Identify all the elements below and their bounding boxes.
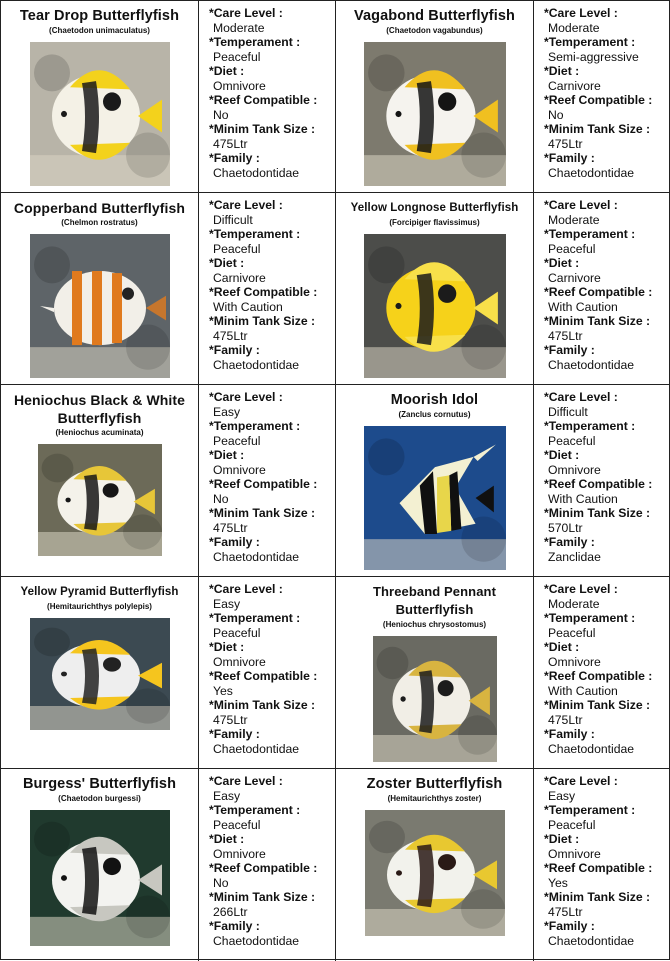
value-reef: With Caution (548, 491, 618, 506)
label-tank: *Minim Tank Size : (544, 314, 651, 328)
label-tank: *Minim Tank Size : (209, 314, 316, 328)
label-diet: *Diet : (544, 448, 580, 462)
fish-common-name: Tear Drop Butterflyfish (19, 8, 180, 24)
fish-common-name: Yellow Pyramid Butterflyfish (20, 586, 179, 598)
label-family: *Family : (209, 343, 260, 357)
fish-common-name: Yellow Longnose Butterflyfish (350, 202, 519, 214)
value-family: Chaetodontidae (213, 357, 300, 372)
label-care: *Care Level : (209, 6, 283, 20)
value-family: Chaetodontidae (213, 165, 300, 180)
value-temperament: Peaceful (213, 49, 261, 64)
fish-photo-cell (336, 193, 534, 385)
label-reef: *Reef Compatible : (544, 861, 653, 875)
fish-common-name: Copperband Butterflyfish (13, 200, 186, 216)
label-diet: *Diet : (209, 64, 245, 78)
value-family: Chaetodontidae (213, 933, 300, 948)
label-family: *Family : (544, 919, 595, 933)
label-temperament: *Temperament : (544, 227, 636, 241)
label-family: *Family : (544, 151, 595, 165)
label-care: *Care Level : (544, 390, 618, 404)
label-temperament: *Temperament : (209, 35, 301, 49)
fish-care-info (199, 193, 336, 385)
label-temperament: *Temperament : (544, 419, 636, 433)
value-diet: Omnivore (213, 78, 266, 93)
value-temperament: Peaceful (548, 817, 596, 832)
fish-care-info (199, 769, 336, 961)
label-temperament: *Temperament : (544, 803, 636, 817)
value-reef: No (213, 491, 229, 506)
label-care: *Care Level : (209, 774, 283, 788)
label-care: *Care Level : (544, 198, 618, 212)
value-diet: Carnivore (548, 270, 601, 285)
fish-photo (30, 810, 170, 946)
fish-care-info (534, 577, 670, 769)
value-family: Chaetodontidae (548, 741, 635, 756)
value-tank: 266Ltr (213, 904, 248, 919)
label-care: *Care Level : (544, 6, 618, 20)
fish-common-name: Moorish Idol (390, 392, 479, 408)
fish-photo (30, 42, 170, 186)
fish-photo (365, 810, 505, 936)
label-temperament: *Temperament : (209, 419, 301, 433)
label-diet: *Diet : (209, 640, 245, 654)
label-reef: *Reef Compatible : (544, 477, 653, 491)
value-temperament: Peaceful (213, 241, 261, 256)
value-temperament: Peaceful (548, 241, 596, 256)
fish-care-info (199, 385, 336, 577)
value-care: Easy (213, 788, 241, 803)
value-diet: Omnivore (213, 462, 266, 477)
label-family: *Family : (209, 535, 260, 549)
fish-scientific-name: (Chaetodon unimaculatus) (49, 26, 150, 35)
fish-photo-cell (1, 769, 199, 961)
value-tank: 475Ltr (548, 712, 583, 727)
label-diet: *Diet : (544, 256, 580, 270)
fish-photo (364, 426, 506, 570)
value-diet: Carnivore (548, 78, 601, 93)
fish-photo (364, 234, 506, 378)
label-reef: *Reef Compatible : (209, 477, 318, 491)
fish-common-name: Heniochus Black & White Butterflyfish (13, 392, 186, 426)
label-diet: *Diet : (544, 832, 580, 846)
value-family: Chaetodontidae (213, 549, 300, 564)
label-tank: *Minim Tank Size : (209, 698, 316, 712)
fish-photo-cell (336, 769, 534, 961)
label-care: *Care Level : (209, 390, 283, 404)
value-diet: Omnivore (548, 654, 601, 669)
label-diet: *Diet : (209, 832, 245, 846)
value-reef: With Caution (213, 299, 283, 314)
label-reef: *Reef Compatible : (209, 669, 318, 683)
label-care: *Care Level : (209, 198, 283, 212)
value-tank: 475Ltr (548, 904, 583, 919)
label-care: *Care Level : (209, 582, 283, 596)
label-tank: *Minim Tank Size : (544, 122, 651, 136)
value-care: Moderate (548, 596, 600, 611)
value-tank: 475Ltr (213, 136, 248, 151)
value-care: Difficult (213, 212, 253, 227)
value-diet: Omnivore (213, 654, 266, 669)
fish-photo (373, 636, 497, 762)
label-family: *Family : (544, 343, 595, 357)
value-care: Moderate (213, 20, 265, 35)
value-diet: Omnivore (548, 462, 601, 477)
fish-scientific-name: (Heniochus chrysostomus) (382, 620, 487, 629)
value-tank: 475Ltr (213, 520, 248, 535)
value-reef: No (213, 875, 229, 890)
label-temperament: *Temperament : (544, 35, 636, 49)
value-diet: Omnivore (213, 846, 266, 861)
fish-photo (30, 234, 170, 378)
label-reef: *Reef Compatible : (209, 861, 318, 875)
label-family: *Family : (544, 535, 595, 549)
value-temperament: Peaceful (213, 433, 261, 448)
fish-scientific-name: (Hemitaurichthys zoster) (387, 794, 482, 803)
value-reef: Yes (213, 683, 233, 698)
fish-scientific-name: (Chelmon rostratus) (61, 218, 138, 227)
label-temperament: *Temperament : (544, 611, 636, 625)
value-family: Chaetodontidae (213, 741, 300, 756)
fish-care-info (534, 1, 670, 193)
label-temperament: *Temperament : (209, 227, 301, 241)
label-tank: *Minim Tank Size : (209, 506, 316, 520)
label-tank: *Minim Tank Size : (544, 890, 651, 904)
fish-common-name: Burgess' Butterflyfish (22, 776, 177, 792)
value-temperament: Semi-aggressive (548, 49, 639, 64)
value-tank: 475Ltr (548, 328, 583, 343)
fish-photo-cell (336, 1, 534, 193)
fish-scientific-name: (Heniochus acuminata) (55, 428, 144, 437)
fish-photo-cell (1, 1, 199, 193)
value-care: Difficult (548, 404, 588, 419)
fish-common-name: Vagabond Butterflyfish (354, 8, 515, 24)
fish-scientific-name: (Zanclus cornutus) (398, 410, 471, 419)
fish-common-name: Threeband Pennant Butterflyfish (372, 584, 497, 617)
fish-photo-cell (1, 577, 199, 769)
fish-common-name: Zoster Butterflyfish (366, 776, 503, 792)
value-care: Easy (548, 788, 576, 803)
fish-photo-cell (336, 385, 534, 577)
value-tank: 475Ltr (213, 328, 248, 343)
label-reef: *Reef Compatible : (209, 285, 318, 299)
fish-photo-cell (1, 385, 199, 577)
label-temperament: *Temperament : (209, 611, 301, 625)
value-care: Easy (213, 404, 241, 419)
value-reef: Yes (548, 875, 568, 890)
fish-care-info (534, 385, 670, 577)
label-family: *Family : (209, 919, 260, 933)
value-family: Chaetodontidae (548, 933, 635, 948)
value-temperament: Peaceful (548, 433, 596, 448)
value-tank: 475Ltr (213, 712, 248, 727)
fish-scientific-name: (Hemitaurichthys polylepis) (47, 602, 152, 611)
label-care: *Care Level : (544, 774, 618, 788)
value-diet: Omnivore (548, 846, 601, 861)
label-reef: *Reef Compatible : (544, 669, 653, 683)
fish-care-info (534, 193, 670, 385)
label-diet: *Diet : (544, 64, 580, 78)
value-family: Chaetodontidae (548, 357, 635, 372)
fish-photo (364, 42, 506, 186)
label-diet: *Diet : (209, 256, 245, 270)
fish-photo-cell (1, 193, 199, 385)
label-diet: *Diet : (544, 640, 580, 654)
fish-scientific-name: (Chaetodon vagabundus) (386, 26, 483, 35)
value-temperament: Peaceful (548, 625, 596, 640)
value-tank: 570Ltr (548, 520, 583, 535)
label-family: *Family : (209, 151, 260, 165)
label-reef: *Reef Compatible : (544, 285, 653, 299)
fish-care-info (534, 769, 670, 961)
value-temperament: Peaceful (213, 817, 261, 832)
value-reef: No (548, 107, 564, 122)
value-family: Zanclidae (548, 549, 601, 564)
value-diet: Carnivore (213, 270, 266, 285)
value-care: Easy (213, 596, 241, 611)
label-family: *Family : (209, 727, 260, 741)
value-family: Chaetodontidae (548, 165, 635, 180)
value-temperament: Peaceful (213, 625, 261, 640)
fish-scientific-name: (Chaetodon burgessi) (58, 794, 141, 803)
label-reef: *Reef Compatible : (209, 93, 318, 107)
value-reef: With Caution (548, 683, 618, 698)
value-care: Moderate (548, 20, 600, 35)
label-care: *Care Level : (544, 582, 618, 596)
value-care: Moderate (548, 212, 600, 227)
label-tank: *Minim Tank Size : (544, 698, 651, 712)
value-tank: 475Ltr (548, 136, 583, 151)
value-reef: No (213, 107, 229, 122)
label-diet: *Diet : (209, 448, 245, 462)
label-tank: *Minim Tank Size : (544, 506, 651, 520)
value-reef: With Caution (548, 299, 618, 314)
label-tank: *Minim Tank Size : (209, 890, 316, 904)
fish-care-info (199, 1, 336, 193)
label-tank: *Minim Tank Size : (209, 122, 316, 136)
fish-photo-cell (336, 577, 534, 769)
label-reef: *Reef Compatible : (544, 93, 653, 107)
fish-scientific-name: (Forcipiger flavissimus) (389, 218, 480, 227)
fish-photo (38, 444, 162, 556)
fish-photo (30, 618, 170, 730)
label-family: *Family : (544, 727, 595, 741)
fish-care-info (199, 577, 336, 769)
label-temperament: *Temperament : (209, 803, 301, 817)
